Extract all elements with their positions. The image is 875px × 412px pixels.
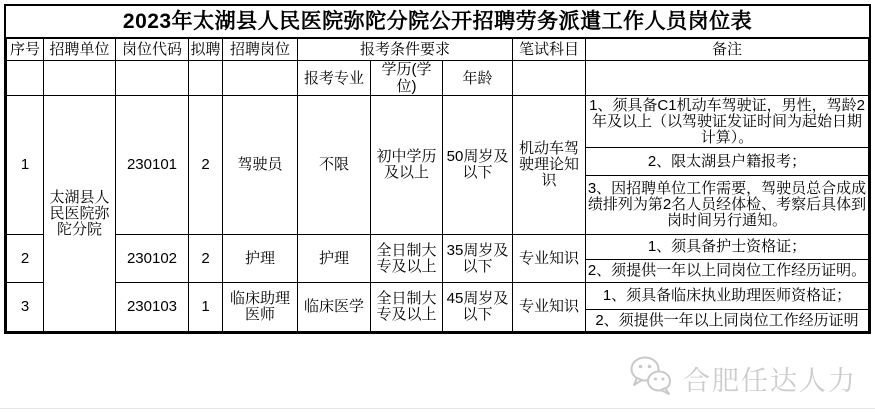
table-row-driver bbox=[7, 96, 869, 148]
cell-seq: 2 bbox=[7, 235, 44, 283]
wechat-icon bbox=[628, 354, 676, 403]
cell-exam: 专业知识 bbox=[513, 283, 586, 332]
col-header-blank bbox=[513, 61, 586, 96]
job-positions-sheet bbox=[4, 4, 871, 334]
cell-education: 全日制大专及以上 bbox=[371, 283, 443, 332]
col-header-blank bbox=[44, 61, 116, 96]
cell-remark: 2、须提供一年以上同岗位工作经历证明。 bbox=[586, 260, 869, 283]
cell-remark: 1、须具备C1机动车驾驶证，男性，驾龄2年及以上（以驾驶证发证时间为起始日期计算）。 bbox=[586, 96, 869, 148]
col-header-position: 招聘岗位 bbox=[223, 39, 298, 61]
cell-remark: 1、须具备护士资格证； bbox=[586, 235, 869, 260]
cell-age: 35周岁及以下 bbox=[443, 235, 513, 283]
col-header-seq: 序号 bbox=[7, 39, 44, 61]
cell-planned: 1 bbox=[189, 283, 223, 332]
bottom-divider bbox=[0, 408, 875, 409]
cell-position: 驾驶员 bbox=[223, 96, 298, 235]
table-row-assistant-doctor bbox=[7, 283, 869, 310]
positions-table bbox=[6, 38, 869, 332]
header-row-1 bbox=[7, 39, 869, 61]
cell-age: 50周岁及以下 bbox=[443, 96, 513, 235]
cell-position: 护理 bbox=[223, 235, 298, 283]
cell-position: 临床助理医师 bbox=[223, 283, 298, 332]
cell-major: 护理 bbox=[298, 235, 371, 283]
col-header-blank bbox=[189, 61, 223, 96]
col-header-education: 学历(学位) bbox=[371, 61, 443, 96]
col-header-blank bbox=[7, 61, 44, 96]
col-header-blank bbox=[223, 61, 298, 96]
col-header-remarks: 备注 bbox=[586, 39, 869, 61]
watermark bbox=[628, 352, 857, 404]
cell-age: 45周岁及以下 bbox=[443, 283, 513, 332]
cell-remark: 2、须提供一年以上同岗位工作经历证明 bbox=[586, 310, 869, 332]
col-header-unit: 招聘单位 bbox=[44, 39, 116, 61]
cell-exam: 机动车驾驶理论知识 bbox=[513, 96, 586, 235]
col-header-blank bbox=[116, 61, 189, 96]
col-header-blank bbox=[586, 61, 869, 96]
cell-code: 230101 bbox=[116, 96, 189, 235]
col-header-age: 年龄 bbox=[443, 61, 513, 96]
cell-education: 全日制大专及以上 bbox=[371, 235, 443, 283]
cell-code: 230102 bbox=[116, 235, 189, 283]
cell-unit: 太湖县人民医院弥陀分院 bbox=[44, 96, 116, 332]
cell-planned: 2 bbox=[189, 235, 223, 283]
header-row-2 bbox=[7, 61, 869, 96]
cell-major: 临床医学 bbox=[298, 283, 371, 332]
col-header-major: 报考专业 bbox=[298, 61, 371, 96]
cell-code: 230103 bbox=[116, 283, 189, 332]
cell-major: 不限 bbox=[298, 96, 371, 235]
cell-remark: 1、须具备临床执业助理医师资格证； bbox=[586, 283, 869, 310]
cell-seq: 3 bbox=[7, 283, 44, 332]
col-header-planned: 拟聘 bbox=[189, 39, 223, 61]
cell-remark: 2、限太湖县户籍报考； bbox=[586, 148, 869, 176]
cell-remark: 3、因招聘单位工作需要，驾驶员总合成成绩排列为第2名人员经体检、考察后具体到岗时间另行通知。 bbox=[586, 176, 869, 235]
page-title: 2023年太湖县人民医院弥陀分院公开招聘劳务派遣工作人员岗位表 bbox=[6, 6, 869, 38]
cell-exam: 专业知识 bbox=[513, 235, 586, 283]
col-header-requirements: 报考条件要求 bbox=[298, 39, 513, 61]
cell-planned: 2 bbox=[189, 96, 223, 235]
cell-seq: 1 bbox=[7, 96, 44, 235]
col-header-code: 岗位代码 bbox=[116, 39, 189, 61]
watermark-text: 合肥任达人力 bbox=[683, 365, 857, 396]
table-row-nurse bbox=[7, 235, 869, 260]
col-header-exam: 笔试科目 bbox=[513, 39, 586, 61]
cell-education: 初中学历及以上 bbox=[371, 96, 443, 235]
